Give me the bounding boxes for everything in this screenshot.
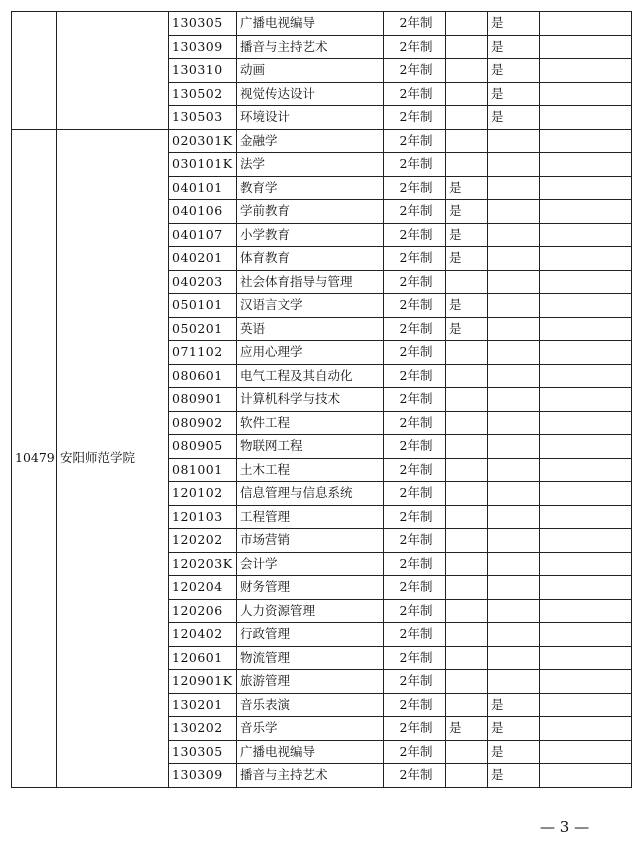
flag-cell-2 <box>488 529 540 553</box>
page-number: — 3 — <box>540 818 590 836</box>
major-name-cell: 金融学 <box>237 129 384 153</box>
major-name-cell: 汉语言文学 <box>237 294 384 318</box>
majors-table-body <box>12 12 632 788</box>
flag-cell-2 <box>488 670 540 694</box>
duration-cell: 2年制 <box>384 153 446 177</box>
duration-cell: 2年制 <box>384 599 446 623</box>
duration-cell: 2年制 <box>384 317 446 341</box>
flag-cell-2: 是 <box>488 764 540 788</box>
flag-cell-1 <box>446 270 488 294</box>
major-code-cell: 080601 <box>169 364 237 388</box>
institution-code-cell <box>12 12 57 130</box>
flag-cell-1 <box>446 364 488 388</box>
major-code-cell: 120901K <box>169 670 237 694</box>
duration-cell: 2年制 <box>384 623 446 647</box>
major-name-cell: 小学教育 <box>237 223 384 247</box>
flag-cell-1 <box>446 35 488 59</box>
flag-cell-1 <box>446 59 488 83</box>
duration-cell: 2年制 <box>384 341 446 365</box>
duration-cell: 2年制 <box>384 12 446 36</box>
duration-cell: 2年制 <box>384 458 446 482</box>
flag-cell-1 <box>446 341 488 365</box>
flag-cell-1: 是 <box>446 717 488 741</box>
major-code-cell: 080902 <box>169 411 237 435</box>
major-name-cell: 教育学 <box>237 176 384 200</box>
remarks-cell <box>540 505 632 529</box>
duration-cell: 2年制 <box>384 270 446 294</box>
major-name-cell: 音乐表演 <box>237 693 384 717</box>
duration-cell: 2年制 <box>384 670 446 694</box>
flag-cell-2 <box>488 623 540 647</box>
major-code-cell: 130310 <box>169 59 237 83</box>
remarks-cell <box>540 129 632 153</box>
flag-cell-1 <box>446 388 488 412</box>
duration-cell: 2年制 <box>384 411 446 435</box>
major-name-cell: 土木工程 <box>237 458 384 482</box>
major-code-cell: 130309 <box>169 764 237 788</box>
flag-cell-2 <box>488 435 540 459</box>
flag-cell-1 <box>446 106 488 130</box>
major-code-cell: 130502 <box>169 82 237 106</box>
duration-cell: 2年制 <box>384 529 446 553</box>
major-code-cell: 120203K <box>169 552 237 576</box>
remarks-cell <box>540 153 632 177</box>
remarks-cell <box>540 270 632 294</box>
duration-cell: 2年制 <box>384 764 446 788</box>
institution-name-cell: 安阳师范学院 <box>57 129 169 787</box>
flag-cell-2 <box>488 341 540 365</box>
duration-cell: 2年制 <box>384 693 446 717</box>
major-code-cell: 120402 <box>169 623 237 647</box>
flag-cell-1 <box>446 12 488 36</box>
duration-cell: 2年制 <box>384 388 446 412</box>
duration-cell: 2年制 <box>384 740 446 764</box>
flag-cell-1 <box>446 599 488 623</box>
major-name-cell: 人力资源管理 <box>237 599 384 623</box>
major-name-cell: 行政管理 <box>237 623 384 647</box>
major-code-cell: 120102 <box>169 482 237 506</box>
major-code-cell: 120206 <box>169 599 237 623</box>
major-code-cell: 130305 <box>169 12 237 36</box>
remarks-cell <box>540 59 632 83</box>
remarks-cell <box>540 623 632 647</box>
remarks-cell <box>540 552 632 576</box>
duration-cell: 2年制 <box>384 106 446 130</box>
flag-cell-2 <box>488 223 540 247</box>
flag-cell-1 <box>446 129 488 153</box>
flag-cell-1 <box>446 670 488 694</box>
flag-cell-2: 是 <box>488 12 540 36</box>
major-name-cell: 英语 <box>237 317 384 341</box>
flag-cell-2 <box>488 505 540 529</box>
remarks-cell <box>540 223 632 247</box>
remarks-cell <box>540 176 632 200</box>
duration-cell: 2年制 <box>384 129 446 153</box>
duration-cell: 2年制 <box>384 505 446 529</box>
flag-cell-1 <box>446 552 488 576</box>
flag-cell-2: 是 <box>488 740 540 764</box>
major-name-cell: 软件工程 <box>237 411 384 435</box>
major-code-cell: 050201 <box>169 317 237 341</box>
major-name-cell: 信息管理与信息系统 <box>237 482 384 506</box>
major-name-cell: 动画 <box>237 59 384 83</box>
flag-cell-2 <box>488 176 540 200</box>
flag-cell-2 <box>488 200 540 224</box>
flag-cell-1 <box>446 576 488 600</box>
major-code-cell: 120601 <box>169 646 237 670</box>
major-name-cell: 社会体育指导与管理 <box>237 270 384 294</box>
remarks-cell <box>540 341 632 365</box>
major-name-cell: 学前教育 <box>237 200 384 224</box>
duration-cell: 2年制 <box>384 59 446 83</box>
remarks-cell <box>540 388 632 412</box>
remarks-cell <box>540 106 632 130</box>
major-name-cell: 应用心理学 <box>237 341 384 365</box>
flag-cell-2: 是 <box>488 106 540 130</box>
flag-cell-2 <box>488 270 540 294</box>
major-code-cell: 050101 <box>169 294 237 318</box>
major-code-cell: 130309 <box>169 35 237 59</box>
flag-cell-1 <box>446 693 488 717</box>
major-name-cell: 音乐学 <box>237 717 384 741</box>
major-code-cell: 040201 <box>169 247 237 271</box>
major-name-cell: 物联网工程 <box>237 435 384 459</box>
flag-cell-1 <box>446 529 488 553</box>
flag-cell-1: 是 <box>446 317 488 341</box>
remarks-cell <box>540 435 632 459</box>
duration-cell: 2年制 <box>384 176 446 200</box>
major-name-cell: 视觉传达设计 <box>237 82 384 106</box>
flag-cell-2 <box>488 482 540 506</box>
duration-cell: 2年制 <box>384 717 446 741</box>
flag-cell-2 <box>488 458 540 482</box>
major-name-cell: 市场营销 <box>237 529 384 553</box>
remarks-cell <box>540 717 632 741</box>
flag-cell-1 <box>446 646 488 670</box>
remarks-cell <box>540 482 632 506</box>
remarks-cell <box>540 294 632 318</box>
major-code-cell: 081001 <box>169 458 237 482</box>
flag-cell-1 <box>446 411 488 435</box>
remarks-cell <box>540 576 632 600</box>
flag-cell-1 <box>446 740 488 764</box>
flag-cell-2: 是 <box>488 35 540 59</box>
major-name-cell: 法学 <box>237 153 384 177</box>
major-name-cell: 物流管理 <box>237 646 384 670</box>
major-name-cell: 播音与主持艺术 <box>237 35 384 59</box>
remarks-cell <box>540 317 632 341</box>
remarks-cell <box>540 35 632 59</box>
flag-cell-2: 是 <box>488 693 540 717</box>
major-name-cell: 财务管理 <box>237 576 384 600</box>
major-code-cell: 040203 <box>169 270 237 294</box>
remarks-cell <box>540 82 632 106</box>
flag-cell-2: 是 <box>488 717 540 741</box>
major-name-cell: 播音与主持艺术 <box>237 764 384 788</box>
major-code-cell: 080905 <box>169 435 237 459</box>
remarks-cell <box>540 693 632 717</box>
flag-cell-2 <box>488 153 540 177</box>
duration-cell: 2年制 <box>384 364 446 388</box>
flag-cell-2 <box>488 552 540 576</box>
duration-cell: 2年制 <box>384 552 446 576</box>
major-code-cell: 120204 <box>169 576 237 600</box>
flag-cell-1: 是 <box>446 223 488 247</box>
institution-name-cell <box>57 12 169 130</box>
flag-cell-2 <box>488 388 540 412</box>
flag-cell-2 <box>488 364 540 388</box>
major-code-cell: 130503 <box>169 106 237 130</box>
major-code-cell: 040101 <box>169 176 237 200</box>
duration-cell: 2年制 <box>384 247 446 271</box>
major-name-cell: 广播电视编导 <box>237 740 384 764</box>
remarks-cell <box>540 529 632 553</box>
major-name-cell: 会计学 <box>237 552 384 576</box>
major-code-cell: 080901 <box>169 388 237 412</box>
major-code-cell: 020301K <box>169 129 237 153</box>
flag-cell-2 <box>488 576 540 600</box>
remarks-cell <box>540 670 632 694</box>
flag-cell-1: 是 <box>446 294 488 318</box>
remarks-cell <box>540 458 632 482</box>
majors-table <box>11 11 632 788</box>
major-code-cell: 130202 <box>169 717 237 741</box>
institution-code-cell: 10479 <box>12 129 57 787</box>
remarks-cell <box>540 12 632 36</box>
duration-cell: 2年制 <box>384 294 446 318</box>
major-code-cell: 130201 <box>169 693 237 717</box>
flag-cell-1: 是 <box>446 176 488 200</box>
duration-cell: 2年制 <box>384 200 446 224</box>
flag-cell-1 <box>446 482 488 506</box>
flag-cell-1 <box>446 153 488 177</box>
duration-cell: 2年制 <box>384 646 446 670</box>
table-row <box>12 129 632 153</box>
flag-cell-1 <box>446 435 488 459</box>
major-code-cell: 130305 <box>169 740 237 764</box>
flag-cell-1 <box>446 505 488 529</box>
duration-cell: 2年制 <box>384 82 446 106</box>
flag-cell-2: 是 <box>488 59 540 83</box>
flag-cell-1: 是 <box>446 247 488 271</box>
flag-cell-2 <box>488 294 540 318</box>
major-name-cell: 旅游管理 <box>237 670 384 694</box>
major-name-cell: 环境设计 <box>237 106 384 130</box>
major-code-cell: 030101K <box>169 153 237 177</box>
remarks-cell <box>540 599 632 623</box>
major-name-cell: 工程管理 <box>237 505 384 529</box>
table-row <box>12 12 632 36</box>
remarks-cell <box>540 200 632 224</box>
flag-cell-2 <box>488 129 540 153</box>
flag-cell-2: 是 <box>488 82 540 106</box>
remarks-cell <box>540 740 632 764</box>
duration-cell: 2年制 <box>384 35 446 59</box>
remarks-cell <box>540 646 632 670</box>
major-code-cell: 040106 <box>169 200 237 224</box>
duration-cell: 2年制 <box>384 223 446 247</box>
major-name-cell: 广播电视编导 <box>237 12 384 36</box>
major-name-cell: 体育教育 <box>237 247 384 271</box>
remarks-cell <box>540 411 632 435</box>
duration-cell: 2年制 <box>384 482 446 506</box>
flag-cell-1 <box>446 458 488 482</box>
flag-cell-1 <box>446 82 488 106</box>
major-code-cell: 071102 <box>169 341 237 365</box>
remarks-cell <box>540 247 632 271</box>
major-code-cell: 120103 <box>169 505 237 529</box>
flag-cell-2 <box>488 646 540 670</box>
flag-cell-2 <box>488 317 540 341</box>
duration-cell: 2年制 <box>384 576 446 600</box>
major-code-cell: 040107 <box>169 223 237 247</box>
remarks-cell <box>540 764 632 788</box>
major-name-cell: 电气工程及其自动化 <box>237 364 384 388</box>
flag-cell-2 <box>488 599 540 623</box>
major-code-cell: 120202 <box>169 529 237 553</box>
flag-cell-2 <box>488 411 540 435</box>
flag-cell-2 <box>488 247 540 271</box>
duration-cell: 2年制 <box>384 435 446 459</box>
flag-cell-1 <box>446 764 488 788</box>
major-name-cell: 计算机科学与技术 <box>237 388 384 412</box>
flag-cell-1: 是 <box>446 200 488 224</box>
flag-cell-1 <box>446 623 488 647</box>
remarks-cell <box>540 364 632 388</box>
